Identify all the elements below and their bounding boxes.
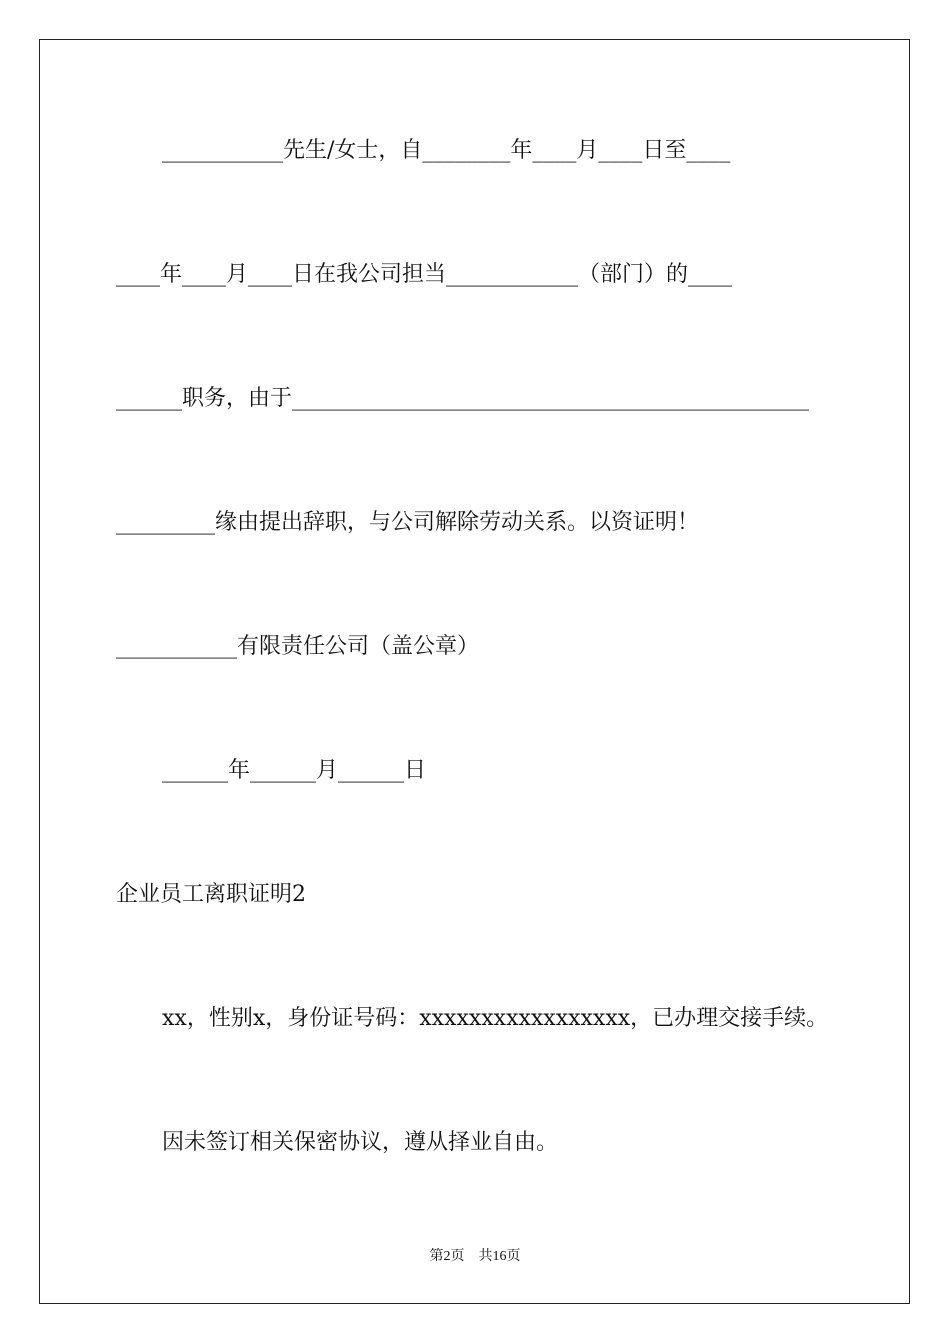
text-line-8: xx，性别x，身份证号码：xxxxxxxxxxxxxxxxx，已办理交接手续。 <box>162 1006 829 1031</box>
page-number-footer: 第2页 共16页 <box>429 1249 521 1264</box>
text-line-3: ______职务，由于_______________________________________________ <box>116 386 810 411</box>
date-line: ______年______月______日 <box>162 758 427 783</box>
section-title: 企业员工离职证明2 <box>116 882 306 907</box>
text-line-2: ____年____月____日在我公司担当____________（部门）的____ <box>116 262 733 287</box>
text-line-9: 因未签订相关保密协议，遵从择业自由。 <box>162 1130 559 1155</box>
text-line-1: ___________先生/女士，自________年____月____日至____ <box>162 138 731 163</box>
text-line-4: _________缘由提出辞职，与公司解除劳动关系。以资证明！ <box>116 510 700 535</box>
company-seal-line: ___________有限责任公司（盖公章） <box>116 634 480 659</box>
page-border <box>39 39 910 1304</box>
